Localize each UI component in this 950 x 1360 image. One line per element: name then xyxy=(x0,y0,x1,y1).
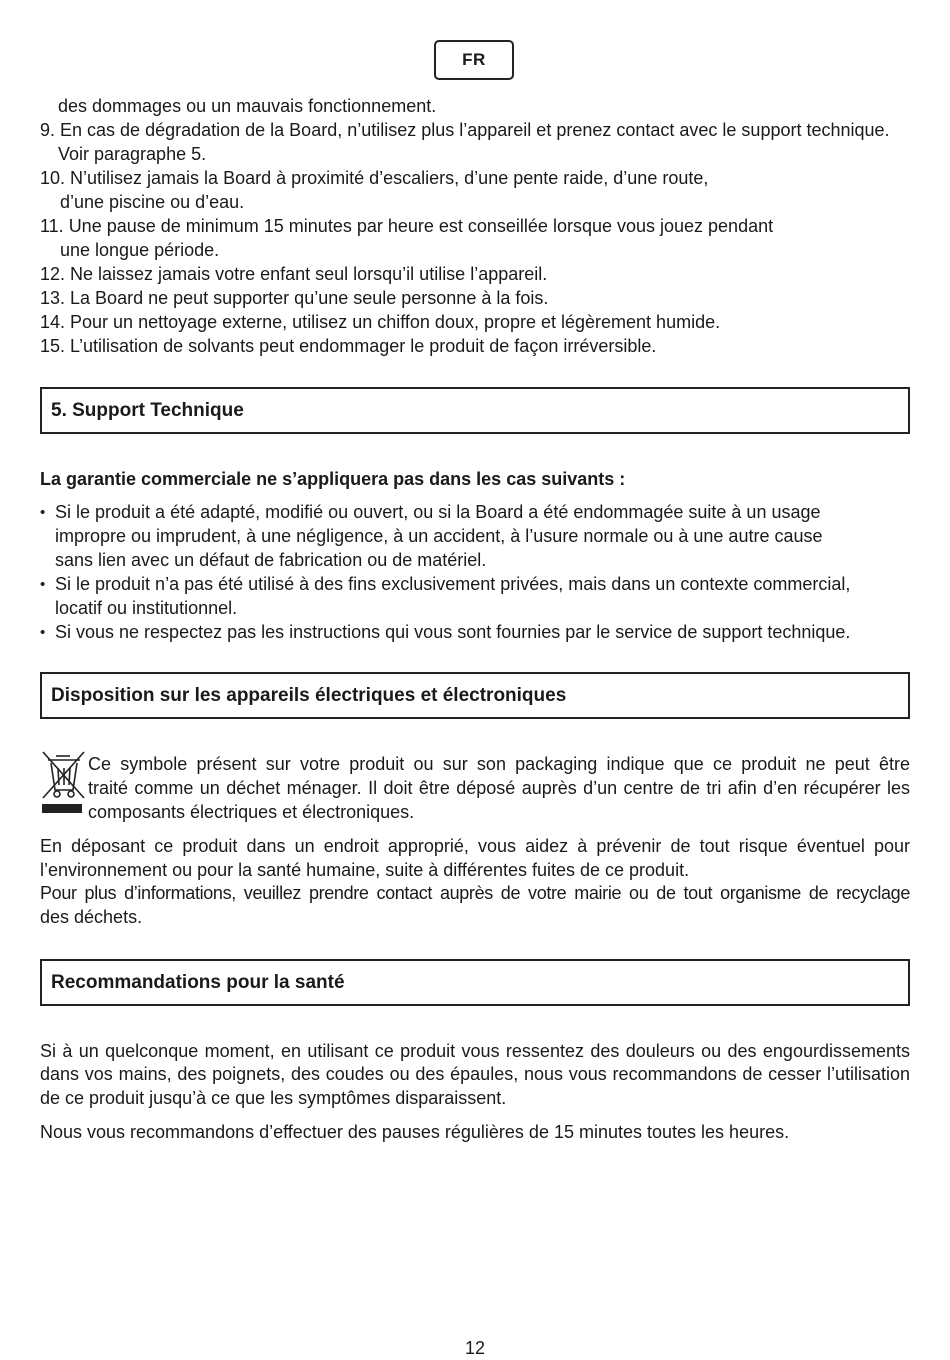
health-text: Si à un quelconque moment, en utilisant ce produit vous ressentez des douleurs ou des engourdissements xyxy=(40,1041,910,1061)
weee-crossed-bin-icon xyxy=(40,750,86,820)
disposal-text: Pour plus d’informations, veuillez prendre contact auprès de votre mairie ou de tout organisme de recyclage xyxy=(40,883,910,903)
list-item-9: 9. En cas de dégradation de la Board, n’utilisez plus l’appareil et prenez contact avec le support technique. xyxy=(40,120,890,140)
section-heading-health: Recommandations pour la santé xyxy=(40,959,910,1006)
disposal-text: des déchets. xyxy=(40,907,143,927)
disposal-text: traité comme un déchet ménager. Il doit être déposé auprès d’un centre de tri afin d’en récupérer les xyxy=(88,778,910,798)
list-item-13: 13. La Board ne peut supporter qu’une seule personne à la fois. xyxy=(40,288,549,308)
section-heading-support: 5. Support Technique xyxy=(40,387,910,434)
list-item-10: 10. N’utilisez jamais la Board à proximité d’escaliers, d’une pente raide, d’une route, xyxy=(40,168,709,188)
health-text: dans vos mains, des poignets, des coudes ou des épaules, nous vous recommandons de cesser l’utilisation xyxy=(40,1064,910,1084)
disposal-text: l’environnement ou pour la santé humaine, suite à différentes fuites de ce produit. xyxy=(40,860,690,880)
warranty-lead: La garantie commerciale ne s’appliquera pas dans les cas suivants : xyxy=(40,469,626,489)
list-item-15: 15. L’utilisation de solvants peut endommager le produit de façon irréversible. xyxy=(40,336,657,356)
list-item-12: 12. Ne laissez jamais votre enfant seul lorsqu’il utilise l’appareil. xyxy=(40,264,548,284)
list-item-14: 14. Pour un nettoyage externe, utilisez un chiffon doux, propre et légèrement humide. xyxy=(40,312,721,332)
bullet-icon: • xyxy=(40,576,46,593)
page-number: 12 xyxy=(464,1338,486,1358)
bullet-line: locatif ou institutionnel. xyxy=(55,598,238,618)
bullet-line: sans lien avec un défaut de fabrication ou de matériel. xyxy=(55,550,487,570)
bullet-icon: • xyxy=(40,504,46,521)
list-line: Voir paragraphe 5. xyxy=(58,144,207,164)
disposal-text: Ce symbole présent sur votre produit ou sur son packaging indique que ce produit ne peut être xyxy=(88,754,910,774)
disposal-text: composants électriques et électroniques. xyxy=(88,802,415,822)
bullet-item: • Si le produit a été adapté, modifié ou ouvert, ou si la Board a été endommagée suite à un usage xyxy=(40,500,821,525)
bullet-line: impropre ou imprudent, à une négligence, à un accident, à l’usure normale ou à une autre cause xyxy=(55,526,823,546)
list-line: une longue période. xyxy=(60,240,220,260)
disposal-text: En déposant ce produit dans un endroit approprié, vous aidez à prévenir de tout risque éventuel pour xyxy=(40,836,910,856)
list-item-11: 11. Une pause de minimum 15 minutes par heure est conseillée lorsque vous jouez pendant xyxy=(40,216,774,236)
health-text: Nous vous recommandons d’effectuer des pauses régulières de 15 minutes toutes les heures. xyxy=(40,1122,790,1142)
language-badge: FR xyxy=(434,40,514,80)
bullet-icon: • xyxy=(40,624,46,641)
section-heading-disposal: Disposition sur les appareils électriques et électroniques xyxy=(40,672,910,719)
list-line: des dommages ou un mauvais fonctionnement. xyxy=(58,96,437,116)
bullet-item: • Si vous ne respectez pas les instructions qui vous sont fournies par le service de support technique. xyxy=(40,620,850,645)
health-text: de ce produit jusqu’à ce que les symptômes disparaissent. xyxy=(40,1088,507,1108)
list-line: d’une piscine ou d’eau. xyxy=(60,192,245,212)
bullet-item: • Si le produit n’a pas été utilisé à des fins exclusivement privées, mais dans un contexte commercial, xyxy=(40,572,850,597)
